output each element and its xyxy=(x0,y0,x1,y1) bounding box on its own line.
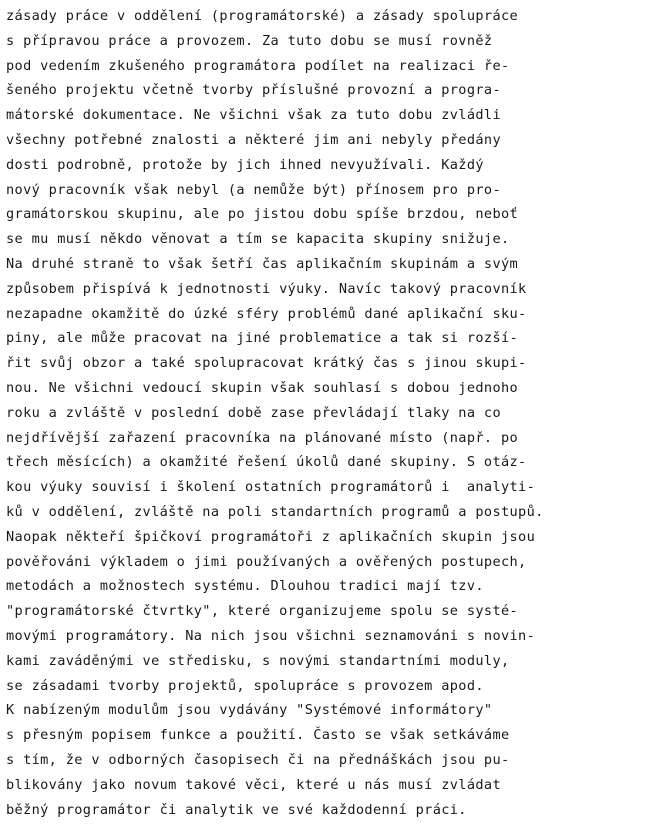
text-line: způsobem přispívá k jednotnosti výuky. Navíc takový pracovník xyxy=(6,280,527,297)
text-line: zásady práce v oddělení (programátorské) a zásady spolupráce xyxy=(6,8,519,24)
text-line: nezapadne okamžitě do úzké sféry problémů dané aplikační sku- xyxy=(6,305,527,322)
text-line: Na druhé straně to však šetří čas aplikačním skupinám a svým xyxy=(6,255,519,272)
text-line: mátorské dokumentace. Ne všichni však za tuto dobu zvládli xyxy=(6,107,501,124)
text-line: řit svůj obzor a také spolupracovat krátký čas s jinou skupi- xyxy=(6,355,527,372)
text-line: pod vedením zkušeného programátora podílet na realizaci ře- xyxy=(6,57,510,74)
text-line: gramátorskou skupinu, ale po jistou dobu spíše brzdou, neboť xyxy=(6,206,519,223)
text-line: Naopak někteří špičkoví programátoři z aplikačních skupin jsou xyxy=(6,528,536,545)
text-line: roku a zvláště v poslední době zase převládají tlaky na co xyxy=(6,404,501,421)
text-line: běžný programátor či analytik ve své každodenní práci. xyxy=(6,801,467,818)
text-line: šeného projektu včetně tvorby příslušné provozní a progra- xyxy=(6,82,501,99)
text-line: kou výuky souvisí i školení ostatních programátorů i analyti- xyxy=(6,479,536,496)
text-line: nou. Ne všichni vedoucí skupin však souhlasí s dobou jednoho xyxy=(6,379,519,396)
text-line: "programátorské čtvrtky", které organizujeme spolu se systé- xyxy=(6,603,519,620)
text-line: metodách a možnostech systému. Dlouhou tradici mají tzv. xyxy=(6,578,484,595)
text-line: pověřováni výkladem o jimi používaných a ověřených postupech, xyxy=(6,553,527,570)
text-line: všechny potřebné znalosti a některé jim ani nebyly předány xyxy=(6,131,501,148)
body-text xyxy=(6,4,646,822)
text-line: dosti podrobně, protože by jich ihned nevyužívali. Každý xyxy=(6,156,484,173)
text-line: ků v oddělení, zvláště na poli standartních programů a postupů. xyxy=(6,503,544,520)
text-line: piny, ale může pracovat na jiné problematice a tak si rozší- xyxy=(6,330,519,347)
text-line: movými programátory. Na nich jsou všichni seznamováni s novin- xyxy=(6,627,536,644)
text-line: s přesným popisem funkce a použití. Často se však setkáváme xyxy=(6,727,510,744)
text-line: kami zaváděnými ve středisku, s novými standartními moduly, xyxy=(6,652,510,669)
text-line: nový pracovník však nebyl (a nemůže být) přínosem pro pro- xyxy=(6,181,501,198)
text-line: nejdřívější zařazení pracovníka na plánované místo (např. po xyxy=(6,429,519,446)
text-line: s tím, že v odborných časopisech či na přednáškách jsou pu- xyxy=(6,751,510,768)
text-line: blikovány jako novum takové věci, které u nás musí zvládat xyxy=(6,776,501,793)
text-line: K nabízeným modulům jsou vydávány "Systémové informátory" xyxy=(6,702,493,719)
text-line: se zásadami tvorby projektů, spolupráce s provozem apod. xyxy=(6,677,484,694)
text-line: se mu musí někdo věnovat a tím se kapacita skupiny snižuje. xyxy=(6,231,510,248)
text-line: s přípravou práce a provozem. Za tuto dobu se musí rovněž xyxy=(6,32,493,49)
text-line: třech měsících) a okamžité řešení úkolů dané skupiny. S otáz- xyxy=(6,454,527,471)
